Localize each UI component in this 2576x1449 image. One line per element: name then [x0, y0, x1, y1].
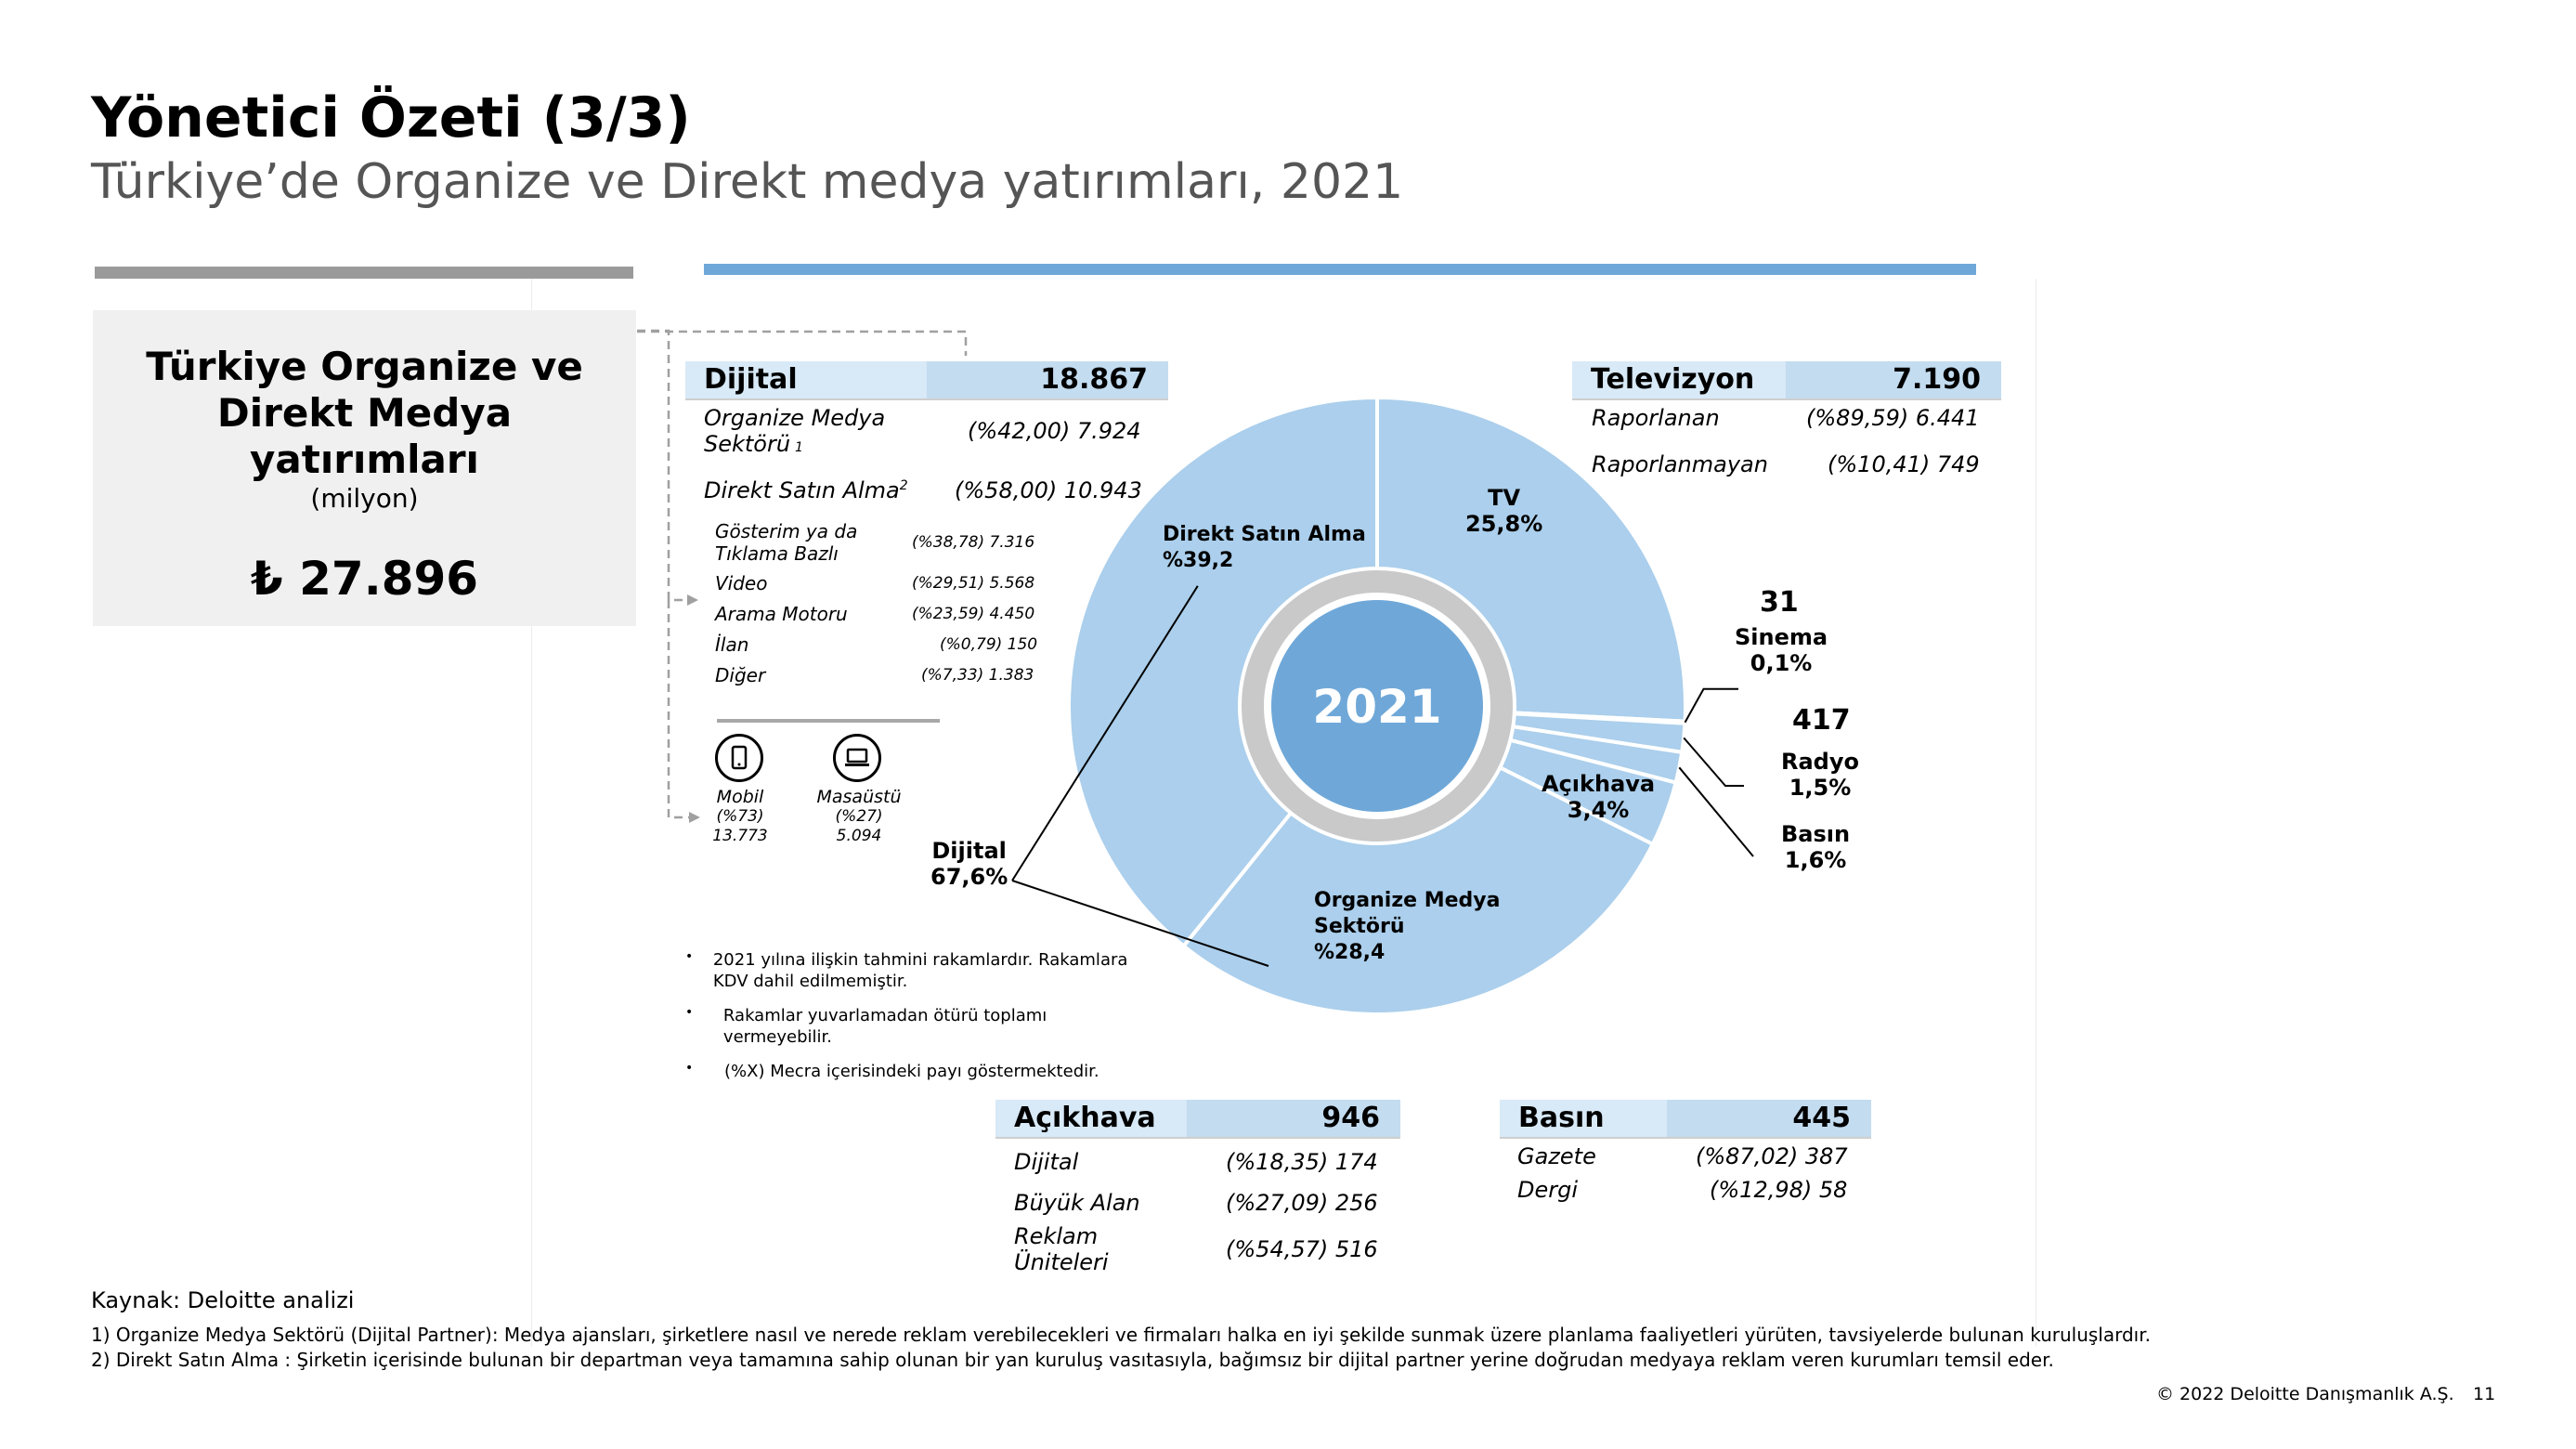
copyright: © 2022 Deloitte Danışmanlık A.Ş. — [2156, 1384, 2454, 1404]
label-organize-name: Organize Medya Sektörü — [1314, 889, 1501, 938]
subrow-2-value: (%23,59) 4.450 — [912, 605, 1035, 623]
subrow-0-label: Gösterim ya da Tıklama Bazlı — [715, 520, 858, 565]
page-number: 11 — [2473, 1384, 2496, 1404]
televizyon-total: 7.190 — [1786, 361, 2001, 398]
acikhava-table-header — [995, 1100, 1400, 1139]
note-item — [685, 949, 1150, 992]
acikhava-row-1-value: (%27,09) 256 — [1226, 1190, 1378, 1216]
dijital-row-0-label: Organize Medya Sektörü — [704, 405, 886, 457]
device-mobile-share: (%73) — [716, 807, 764, 826]
label-tv — [1465, 485, 1542, 537]
subrow-4-value: (%7,33) 1.383 — [921, 666, 1034, 685]
leader-basin — [1679, 767, 1753, 856]
acikhava-row-1-label: Büyük Alan — [1014, 1190, 1140, 1216]
device-desktop-share: (%27) — [835, 807, 883, 826]
subrow-3-value: (%0,79) 150 — [940, 635, 1038, 654]
label-sinema — [1735, 624, 1828, 676]
leader-sinema — [1685, 689, 1738, 723]
device-mobile-name: Mobil — [716, 787, 764, 807]
bullet-icon: • — [685, 1005, 694, 1020]
subrow-2-label: Arama Motoru — [715, 603, 848, 625]
acikhava-row-0-label: Dijital — [1014, 1149, 1079, 1175]
label-basin — [1781, 821, 1850, 873]
label-acikhava-pct: 3,4% — [1567, 797, 1630, 823]
label-radyo — [1781, 749, 1859, 801]
label-sinema-pct: 0,1% — [1750, 650, 1813, 676]
label-acikhava-name: Açıkhava — [1542, 771, 1656, 797]
bullet-icon: • — [685, 949, 694, 964]
footnote-ref-2: 2 — [899, 478, 908, 493]
dijital-total: 18.867 — [927, 361, 1168, 398]
basin-title: Basın — [1500, 1100, 1667, 1137]
televizyon-title: Televizyon — [1572, 361, 1786, 398]
page-title: Yönetici Özeti (3/3) — [91, 85, 691, 150]
page-subtitle: Türkiye’de Organize ve Direkt medya yatırımları, 2021 — [91, 154, 1404, 210]
basin-row-0-value: (%87,02) 387 — [1696, 1143, 1848, 1169]
note-1: Rakamlar yuvarlamadan ötürü toplamı vermeyebilir. — [722, 1006, 1047, 1047]
label-radyo-amount: 417 — [1792, 704, 1851, 737]
dijital-row-0-value: (%42,00) 7.924 — [968, 418, 1141, 444]
bullet-icon: • — [685, 1061, 694, 1076]
basin-row-1-value: (%12,98) 58 — [1710, 1177, 1848, 1203]
dijital-title: Dijital — [685, 361, 927, 398]
label-direkt-name: Direkt Satın Alma — [1163, 523, 1366, 546]
note-item — [685, 1005, 1150, 1048]
dijital-row-1-label-text: Direkt Satın Alma — [704, 477, 900, 503]
televizyon-row-0-value: (%89,59) 6.441 — [1806, 405, 1980, 431]
label-sinema-amount: 31 — [1760, 586, 1799, 619]
footnote-1: 1) Organize Medya Sektörü (Dijital Partner): Medya ajansları, şirketlere nasıl ve nerede reklam verebilecekleri ve firmaları halka en iyi şekilde sunmak üzere planlama faaliyetleri yürüten, tavsiyelerde bulunan kuruluşlardır. — [91, 1324, 2151, 1346]
label-direkt-pct: %39,2 — [1163, 549, 1234, 572]
notes-list — [685, 949, 1150, 1082]
label-basin-pct: 1,6% — [1784, 847, 1847, 873]
label-radyo-pct: 1,5% — [1789, 775, 1852, 801]
label-radyo-name: Radyo — [1781, 749, 1859, 775]
subrow-0-value: (%38,78) 7.316 — [912, 533, 1035, 552]
device-mobile-value: 13.773 — [712, 827, 768, 845]
televizyon-row-1-label: Raporlanmayan — [1592, 451, 1768, 477]
device-desktop-value: 5.094 — [836, 827, 882, 845]
summary-heading: Türkiye Organize ve Direkt Medya yatırımları — [146, 344, 583, 482]
source-note: Kaynak: Deloitte analizi — [91, 1287, 355, 1313]
leader-radyo — [1684, 738, 1744, 786]
note-item — [685, 1061, 1150, 1082]
note-0: 2021 yılına ilişkin tahmini rakamlardır. Rakamlara KDV dahil edilmemiştir. — [712, 950, 1128, 991]
note-2: (%X) Mecra içerisindeki payı göstermektedir. — [724, 1062, 1099, 1081]
label-dijital-group — [930, 838, 1008, 890]
subrow-4-label: Diğer — [715, 664, 766, 686]
acikhava-total: 946 — [1187, 1100, 1400, 1137]
basin-total: 445 — [1667, 1100, 1871, 1137]
acikhava-row-2-label: Reklam Üniteleri — [1014, 1223, 1109, 1275]
label-acikhava — [1542, 771, 1655, 823]
summary-unit: (milyon) — [310, 483, 419, 514]
device-desktop-name: Masaüstü — [816, 787, 902, 807]
subrow-1-value: (%29,51) 5.568 — [912, 574, 1035, 593]
dijital-row-1-value: (%58,00) 10.943 — [955, 477, 1142, 503]
televizyon-row-1-value: (%10,41) 749 — [1828, 451, 1980, 477]
center-year-label: 2021 — [1312, 680, 1442, 734]
subrow-3-label: İlan — [715, 633, 749, 656]
label-dijital-pct: 67,6% — [930, 864, 1008, 890]
label-dijital-name: Dijital — [931, 838, 1007, 864]
acikhava-row-2-value: (%54,57) 516 — [1226, 1236, 1378, 1262]
label-tv-name: TV — [1488, 485, 1521, 511]
label-organize-medya — [1314, 888, 1528, 966]
summary-total: ₺ 27.896 — [250, 552, 479, 606]
basin-row-1-label: Dergi — [1517, 1177, 1579, 1203]
label-sinema-name: Sinema — [1735, 624, 1828, 650]
footnote-ref-1: 1 — [795, 440, 803, 455]
label-basin-name: Basın — [1781, 821, 1851, 847]
label-direkt-satin-alma — [1163, 522, 1366, 574]
subrow-1-label: Video — [715, 572, 768, 594]
acikhava-row-0-value: (%18,35) 174 — [1226, 1149, 1378, 1175]
label-tv-pct: 25,8% — [1465, 511, 1543, 537]
basin-table-header — [1500, 1100, 1871, 1139]
televizyon-row-0-label: Raporlanan — [1592, 405, 1720, 431]
acikhava-title: Açıkhava — [995, 1100, 1187, 1137]
label-organize-pct: %28,4 — [1314, 941, 1386, 964]
footnote-2: 2) Direkt Satın Alma : Şirketin içerisinde bulunan bir departman veya tamamına sahip olunan bir yan kuruluş vasıtasıyla, bağımsız bir dijital partner yerine doğrudan medyaya reklam veren kurumları temsil eder. — [91, 1349, 2054, 1371]
basin-row-0-label: Gazete — [1517, 1143, 1596, 1169]
